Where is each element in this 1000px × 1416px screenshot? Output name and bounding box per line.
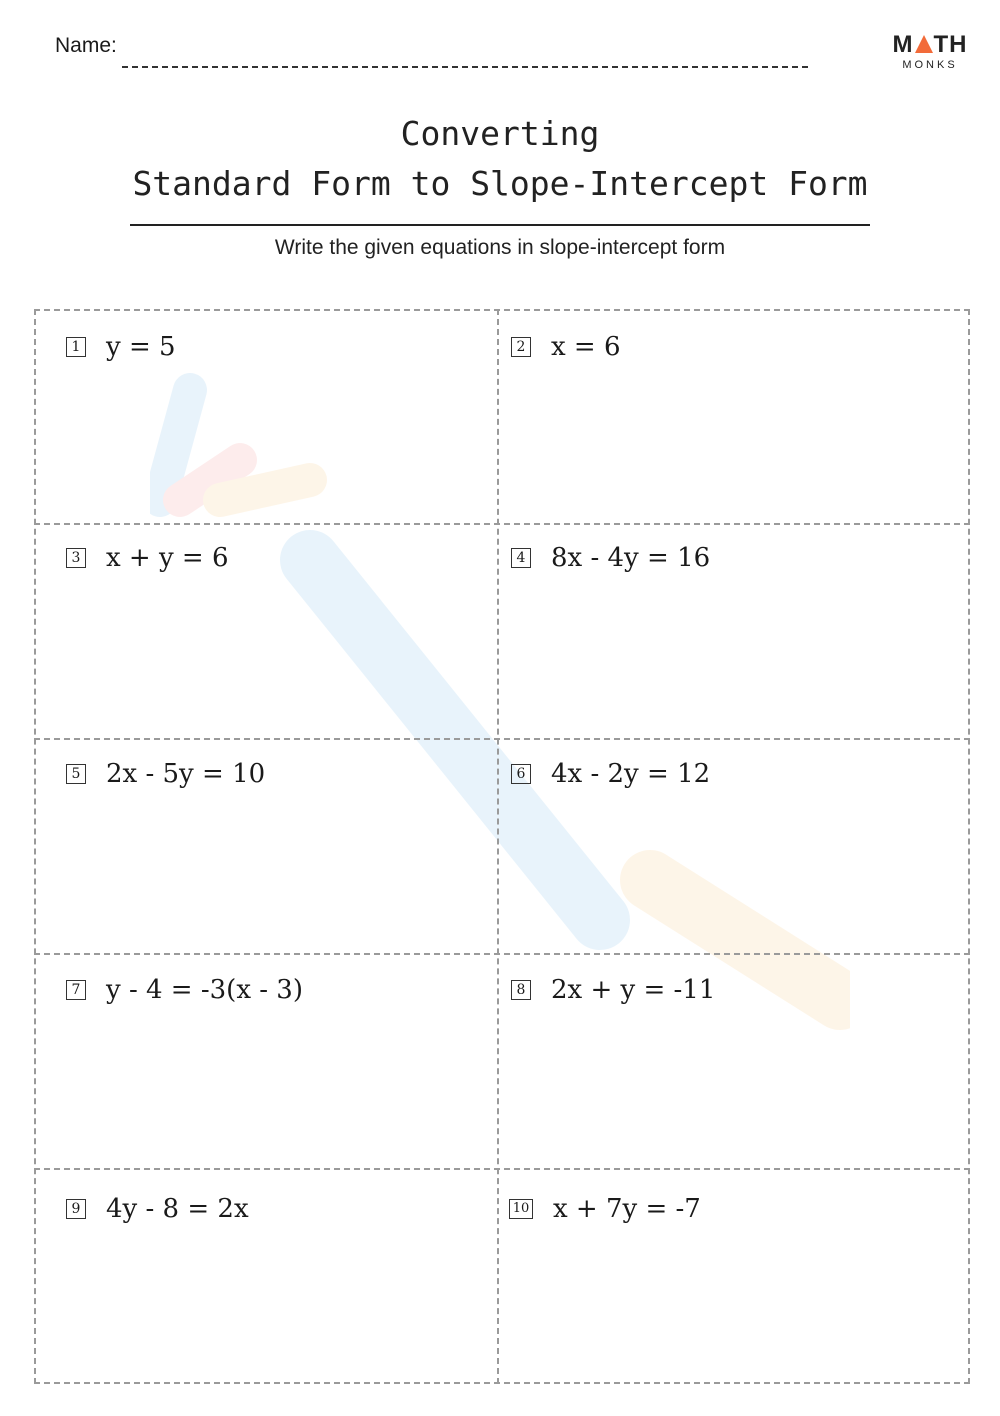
problem-number: 3: [66, 548, 86, 568]
problem-number: 7: [66, 980, 86, 1000]
problem-cell: [66, 759, 265, 789]
problem-equation: y - 4 = -3(x - 3): [106, 975, 303, 1005]
problem-equation: 2x - 5y = 10: [106, 759, 266, 789]
title-line-1: Converting: [400, 114, 600, 153]
problem-cell: [511, 975, 715, 1005]
problem-number: 8: [511, 980, 531, 1000]
problem-equation: 2x + y = -11: [551, 975, 716, 1005]
problem-cell: [511, 332, 621, 362]
problem-equation: 4y - 8 = 2x: [106, 1194, 249, 1224]
triangle-icon: [915, 35, 933, 53]
problem-equation: x = 6: [551, 332, 621, 362]
name-label: Name:: [55, 34, 117, 57]
problem-equation: y = 5: [106, 332, 176, 362]
problem-cell: [511, 543, 710, 573]
problem-equation: 8x - 4y = 16: [551, 543, 711, 573]
instructions: Write the given equations in slope-intercept form: [274, 236, 726, 259]
problem-equation: 4x - 2y = 12: [551, 759, 711, 789]
problem-cell: [511, 759, 710, 789]
grid-divider-horizontal: [34, 738, 970, 740]
problem-number: 1: [66, 337, 86, 357]
grid-divider-horizontal: [34, 1168, 970, 1170]
title-divider: [130, 224, 870, 226]
problem-number: 4: [511, 548, 531, 568]
problem-cell: [66, 332, 176, 362]
problem-equation: x + y = 6: [106, 543, 229, 573]
problem-number: 9: [66, 1199, 86, 1219]
name-input-line[interactable]: [122, 66, 808, 68]
logo-wordmark: M TH: [892, 31, 968, 58]
grid-divider-vertical: [497, 309, 499, 1384]
problem-number: 6: [511, 764, 531, 784]
problem-cell: [66, 975, 303, 1005]
problem-number: 10: [509, 1199, 533, 1219]
problem-cell: [66, 543, 229, 573]
problem-number: 2: [511, 337, 531, 357]
problem-cell: [66, 1194, 249, 1224]
title-line-2: Standard Form to Slope-Intercept Form: [132, 164, 868, 203]
problem-equation: x + 7y = -7: [553, 1194, 701, 1224]
grid-divider-horizontal: [34, 523, 970, 525]
math-monks-logo: [890, 32, 970, 71]
logo-subtitle: MONKS: [902, 59, 958, 71]
problem-number: 5: [66, 764, 86, 784]
grid-divider-horizontal: [34, 953, 970, 955]
problem-cell: [509, 1194, 701, 1224]
